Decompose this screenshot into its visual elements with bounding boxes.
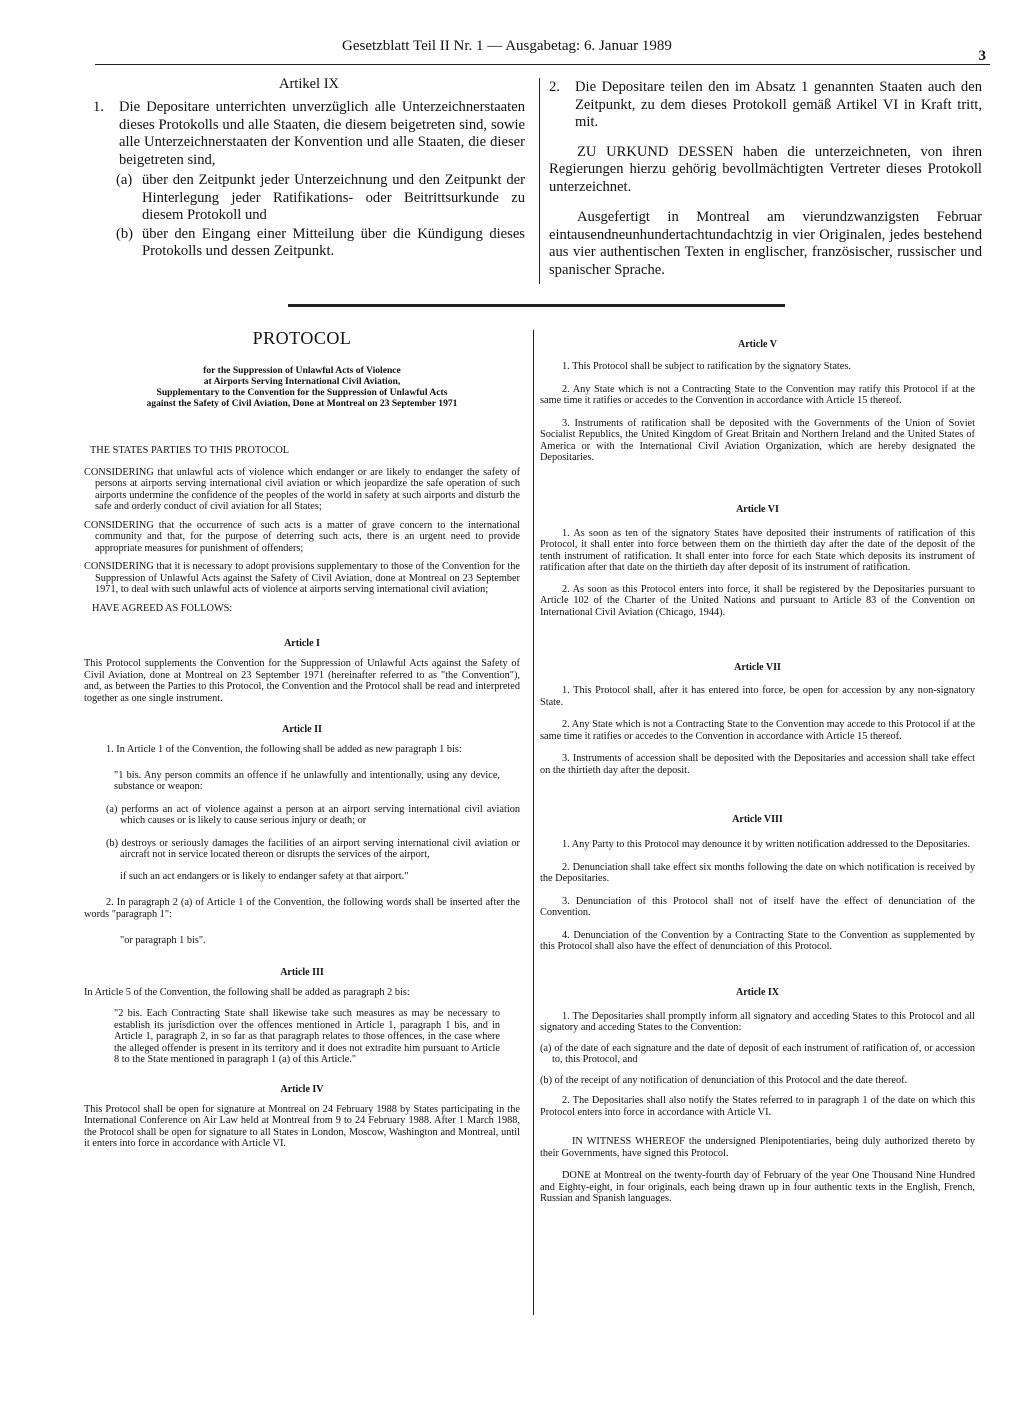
article-7-heading: Article VII (734, 662, 781, 673)
considering-2: CONSIDERING that the occurrence of such acts is a matter of grave concern to the international community and that, for the purpose of deterring such acts, there is an urgent need to provide appropriate measures for punishment of offenders; (84, 519, 520, 554)
article-2-quote: "1 bis. Any person commits an offence if he unlawfully and intentionally, using any device, substance or weapon: (114, 769, 500, 792)
article-9-heading: Article IX (735, 986, 780, 998)
article-1-heading: Article I (284, 638, 320, 649)
preamble-intro: THE STATES PARTIES TO THIS PROTOCOL (90, 445, 290, 456)
article-9-paragraph-2: 2. The Depositaries shall also notify the States referred to in paragraph 1 of the date on which this Protocol enters into force in accordance with Article VI. (540, 1095, 975, 1118)
witness-clause: IN WITNESS WHEREOF the undersigned Plenipotentiaries, being duly authorized thereto by their Governments, have signed this Protocol. (540, 1136, 975, 1159)
article-2-paragraph-2: 2. In paragraph 2 (a) of Article 1 of the Convention, the following words shall be inserted after the words "paragraph 1": (84, 897, 520, 920)
page-number: 3 (978, 48, 986, 64)
german-witness-clause: ZU URKUND DESSEN haben die unterzeichneten, von ihren Regierungen hierzu gehörig bevollmächtigten Vertreter dieses Protokoll unterzeichnet. (549, 143, 982, 195)
article-3-paragraph: In Article 5 of the Convention, the following shall be added as paragraph 2 bis: (84, 986, 410, 998)
article-2-paragraph-1: 1. In Article 1 of the Convention, the following shall be added as new paragraph 1 bis: (106, 744, 462, 755)
section-divider (288, 304, 785, 307)
protocol-subtitle: for the Suppression of Unlawful Acts of Violence at Airports Serving International Civil Aviation, Supplementary to the Convention for the Suppression of Unlawful Acts against the Safety of Civil Aviation, Done at Montreal on 23 September 1971 (146, 365, 458, 409)
article-6-heading: Article VI (736, 503, 779, 515)
article-2-paragraph-2-quote: "or paragraph 1 bis". (120, 935, 206, 946)
german-paragraph-1: 1. Die Depositare unterrichten unverzüglich alle Unterzeichnerstaaten dieses Protokolls und alle Staaten, die diesem beigetreten sind, sowie alle Unterzeichnerstaaten der Konvention und alle Staaten, die dieser beigetreten sind, (93, 99, 525, 168)
article-8-paragraph-1: 1. Any Party to this Protocol may denounce it by written notification addressed to the Depositaries. (562, 839, 971, 850)
article-2-heading: Article II (282, 724, 322, 735)
article-8-paragraph-2: 2. Denunciation shall take effect six months following the date on which notification is received by the Depositaries. (540, 861, 975, 884)
german-paragraph-2: 2. Die Depositare teilen den im Absatz 1 genannten Staaten auch den Zeitpunkt, zu dem dieses Protokoll gemäß Artikel VI in Kraft tritt, mit. (549, 79, 982, 130)
article-9-item-a: (a) of the date of each signature and the date of deposit of each instrument of ratification of, or accession to, this Protocol, and (540, 1042, 975, 1065)
article-4-text: This Protocol shall be open for signature at Montreal on 24 February 1988 by States participating in the International Conference on Air Law held at Montreal from 9 to 24 February 1988. After 1 March 1988, the Protocol shall be open for signature to all States in London, Moscow, Washington and Montreal, until it enters into force in accordance with Article VI. (84, 1103, 520, 1149)
german-article-list (93, 99, 525, 261)
article-6-paragraph-1: 1. As soon as ten of the signatory States have deposited their instruments of ratification of this Protocol, it shall enter into force between them on the thirtieth day after the date of the deposit of the tenth instrument of ratification. It shall enter into force for each State which deposits its instrument of ratification after that date on the thirtieth day after deposit of its instrument of ratification. (540, 527, 975, 573)
considering-1: CONSIDERING that unlawful acts of violence which endanger or are likely to endanger the safety of persons at airports serving international civil aviation or which jeopardize the safe operation of such airports undermine the confidence of the peoples of the world in safety at such airports and disturb the safe and orderly conduct of civil aviation for all States; (84, 466, 520, 512)
article-2-item-a: (a) performs an act of violence against a person at an airport serving international civil aviation which causes or is likely to cause serious injury or death; or (106, 803, 520, 826)
german-item-a: (a) über den Zeitpunkt jeder Unterzeichnung und den Zeitpunkt der Hinterlegung jeder Ratifikations- oder Beitrittsurkunde zu diesem Protokoll und (116, 172, 525, 223)
german-item-b: (b) über den Eingang einer Mitteilung über die Kündigung dieses Protokolls und dessen Zeitpunkt. (116, 225, 525, 259)
article-5-paragraph-1: 1. This Protocol shall be subject to ratification by the signatory States. (562, 361, 851, 372)
article-2-item-b: (b) destroys or seriously damages the facilities of an airport serving international civil aviation or aircraft not in service located thereon or disrupts the services of the airport, (106, 837, 520, 860)
page-header (95, 38, 990, 65)
article-5-paragraph-2: 2. Any State which is not a Contracting State to the Convention may ratify this Protocol if at the same time it ratifies or accedes to the Convention in accordance with Article 15 thereof. (540, 383, 975, 406)
article-6-paragraph-2: 2. As soon as this Protocol enters into force, it shall be registered by the Depositaries pursuant to Article 102 of the Charter of the United Nations and pursuant to Article 83 of the Convention on International Civil Aviation (Chicago, 1944). (540, 583, 975, 618)
article-8-paragraph-4: 4. Denunciation of the Convention by a Contracting State to the Convention as supplemented by this Protocol shall also have the effect of denunciation of this Protocol. (540, 929, 975, 952)
article-9-item-b: (b) of the receipt of any notification of denunciation of this Protocol and the date thereof. (540, 1074, 908, 1086)
german-left-column (93, 76, 525, 261)
done-clause: DONE at Montreal on the twenty-fourth day of February of the year One Thousand Nine Hundred and Eighty-eight, in four originals, each being drawn up in four authentic texts in the English, French, Russian and Spanish languages. (540, 1170, 975, 1204)
article-7-paragraph-2: 2. Any State which is not a Contracting State to the Convention may accede to this Protocol if at the same time it ratifies or accedes to the Convention in accordance with Article 15 thereof. (540, 719, 975, 742)
english-right-column (540, 339, 975, 1214)
english-left-column (84, 328, 520, 1159)
article-8-paragraph-3: 3. Denunciation of this Protocol shall not of itself have the effect of denunciation of the Convention. (540, 895, 975, 918)
article-9-paragraph-1: 1. The Depositaries shall promptly inform all signatory and acceding States to this Protocol and all signatory and acceding States to the Convention: (540, 1010, 975, 1033)
article-7-paragraph-1: 1. This Protocol shall, after it has entered into force, be open for accession by any non-signatory State. (540, 685, 975, 708)
protocol-title: PROTOCOL (252, 328, 352, 348)
article-3-quote: "2 bis. Each Contracting State shall likewise take such measures as may be necessary to establish its jurisdiction over the offences mentioned in Article 1, paragraph 1 bis, and in Article 1, paragraph 2, in so far as that paragraph relates to those offences, in the case where the alleged offender is present in its territory and it does not extradite him pursuant to Article 8 to the State mentioned in paragraph 1 (a) of this Article." (114, 1008, 500, 1065)
article-1-text: This Protocol supplements the Convention for the Suppression of Unlawful Acts against the Safety of Civil Aviation, done at Montreal on 23 September 1971 (hereinafter referred to as "the Convention"), and, as between the Parties to this Protocol, the Convention and the Protocol shall be read and interpreted together as one single instrument. (84, 658, 520, 704)
article-3-heading: Article III (280, 966, 324, 978)
english-column-divider (533, 330, 534, 1315)
agreed-clause: HAVE AGREED AS FOLLOWS: (92, 602, 233, 614)
article-5-paragraph-3: 3. Instruments of ratification shall be deposited with the Governments of the Union of Soviet Socialist Republics, the United Kingdom of Great Britain and Northern Ireland and the United States of America or with the International Civil Aviation Organization, which are hereby designated the Depositaries. (540, 417, 975, 463)
article-7-paragraph-3: 3. Instruments of accession shall be deposited with the Depositaries and accession shall take effect on the thirtieth day after the deposit. (540, 753, 975, 776)
german-right-column (549, 79, 982, 292)
article-5-heading: Article V (738, 339, 777, 350)
german-done-clause: Ausgefertigt in Montreal am vierundzwanzigsten Februar eintausendneunhundertachtundachtzig in vier Originalen, jedes bestehend aus vier authentischen Texten in englischer, französischer, russischer und spanischer Sprache. (549, 209, 982, 278)
article-2-closing: if such an act endangers or is likely to endanger safety at that airport." (120, 870, 409, 882)
article-4-heading: Article IV (280, 1083, 324, 1095)
german-column-divider (539, 78, 540, 284)
gazette-title: Gesetzblatt Teil II Nr. 1 — Ausgabetag: 6. Januar 1989 (342, 38, 672, 54)
considering-3: CONSIDERING that it is necessary to adopt provisions supplementary to those of the Convention for the Suppression of Unlawful Acts against the Safety of Civil Aviation, done at Montreal on 23 September 1971, to deal with such unlawful acts of violence at airports serving international civil aviation; (84, 561, 520, 595)
article-8-heading: Article VIII (732, 814, 783, 825)
german-article-heading: Artikel IX (279, 76, 339, 92)
